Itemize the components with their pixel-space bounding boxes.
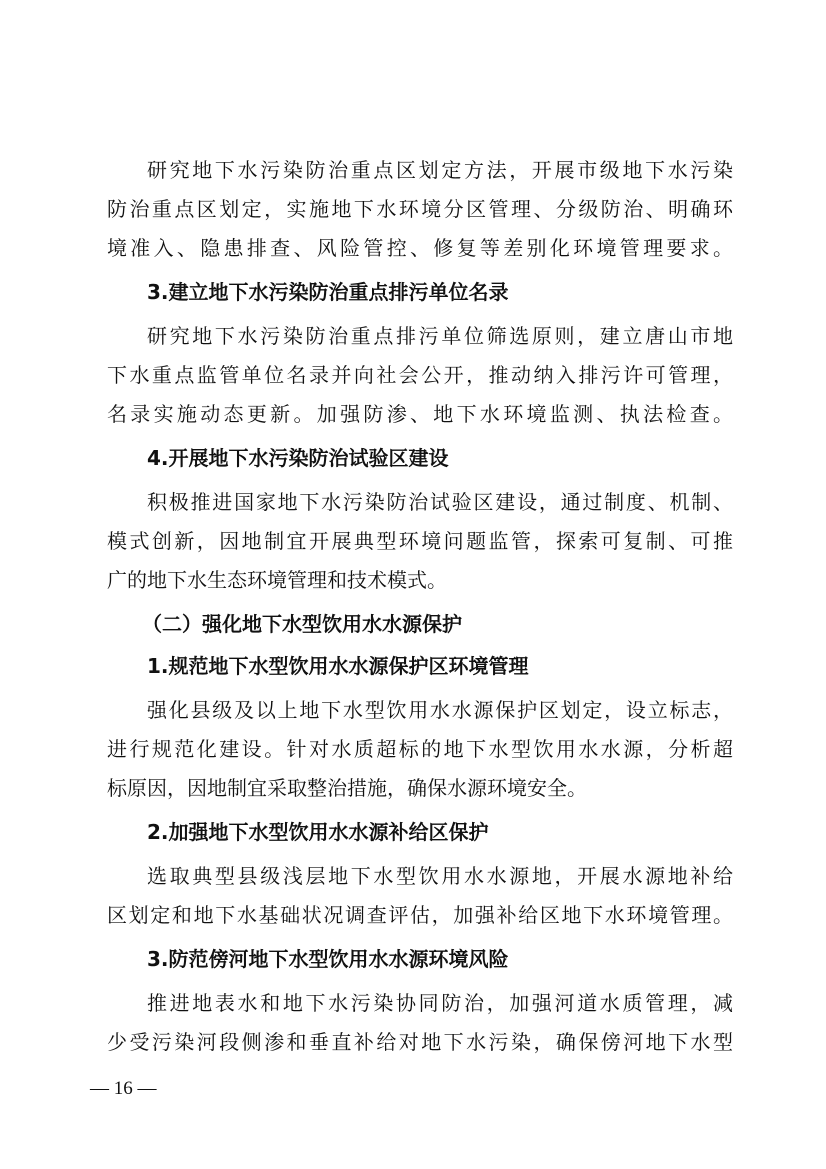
- body-text-line: 标原因，因地制宜采取整治措施，确保水源环境安全。: [107, 776, 587, 800]
- body-text-line: 区划定和地下水基础状况调查评估，加强补给区地下水环境管理。: [107, 903, 733, 927]
- body-text-line: 推进地表水和地下水污染协同防治，加强河道水质管理，减: [147, 991, 733, 1015]
- body-text-line: 下水重点监管单位名录并向社会公开，推动纳入排污许可管理，: [107, 363, 733, 387]
- body-text-line: 研究地下水污染防治重点区划定方法，开展市级地下水污染: [147, 158, 733, 182]
- subsection-heading: （二）强化地下水型饮用水水源保护: [142, 612, 462, 636]
- body-text-line: 强化县级及以上地下水型饮用水水源保护区划定，设立标志，: [147, 698, 733, 722]
- body-text-line: 选取典型县级浅层地下水型饮用水水源地，开展水源地补给: [147, 864, 733, 888]
- section-heading: 4.开展地下水污染防治试验区建设: [147, 446, 449, 470]
- body-text-line: 广的地下水生态环境管理和技术模式。: [107, 568, 447, 592]
- body-text-line: 研究地下水污染防治重点排污单位筛选原则，建立唐山市地: [147, 324, 733, 348]
- page-number: — 16 —: [90, 1078, 157, 1099]
- body-text-line: 积极推进国家地下水污染防治试验区建设，通过制度、机制、: [147, 490, 733, 514]
- body-text-line: 名录实施动态更新。加强防渗、地下水环境监测、执法检查。: [107, 402, 733, 426]
- section-heading: 2.加强地下水型饮用水水源补给区保护: [147, 820, 489, 844]
- section-heading: 1.规范地下水型饮用水水源保护区环境管理: [147, 654, 529, 678]
- section-heading: 3.防范傍河地下水型饮用水水源环境风险: [147, 947, 509, 971]
- section-heading: 3.建立地下水污染防治重点排污单位名录: [147, 280, 509, 304]
- body-text-line: 少受污染河段侧渗和垂直补给对地下水污染，确保傍河地下水型: [107, 1030, 733, 1054]
- body-text-line: 境准入、隐患排查、风险管控、修复等差别化环境管理要求。: [107, 236, 733, 260]
- body-text-line: 防治重点区划定，实施地下水环境分区管理、分级防治、明确环: [107, 197, 733, 221]
- body-text-line: 进行规范化建设。针对水质超标的地下水型饮用水水源，分析超: [107, 737, 733, 761]
- body-text-line: 模式创新，因地制宜开展典型环境问题监管，探索可复制、可推: [107, 529, 733, 553]
